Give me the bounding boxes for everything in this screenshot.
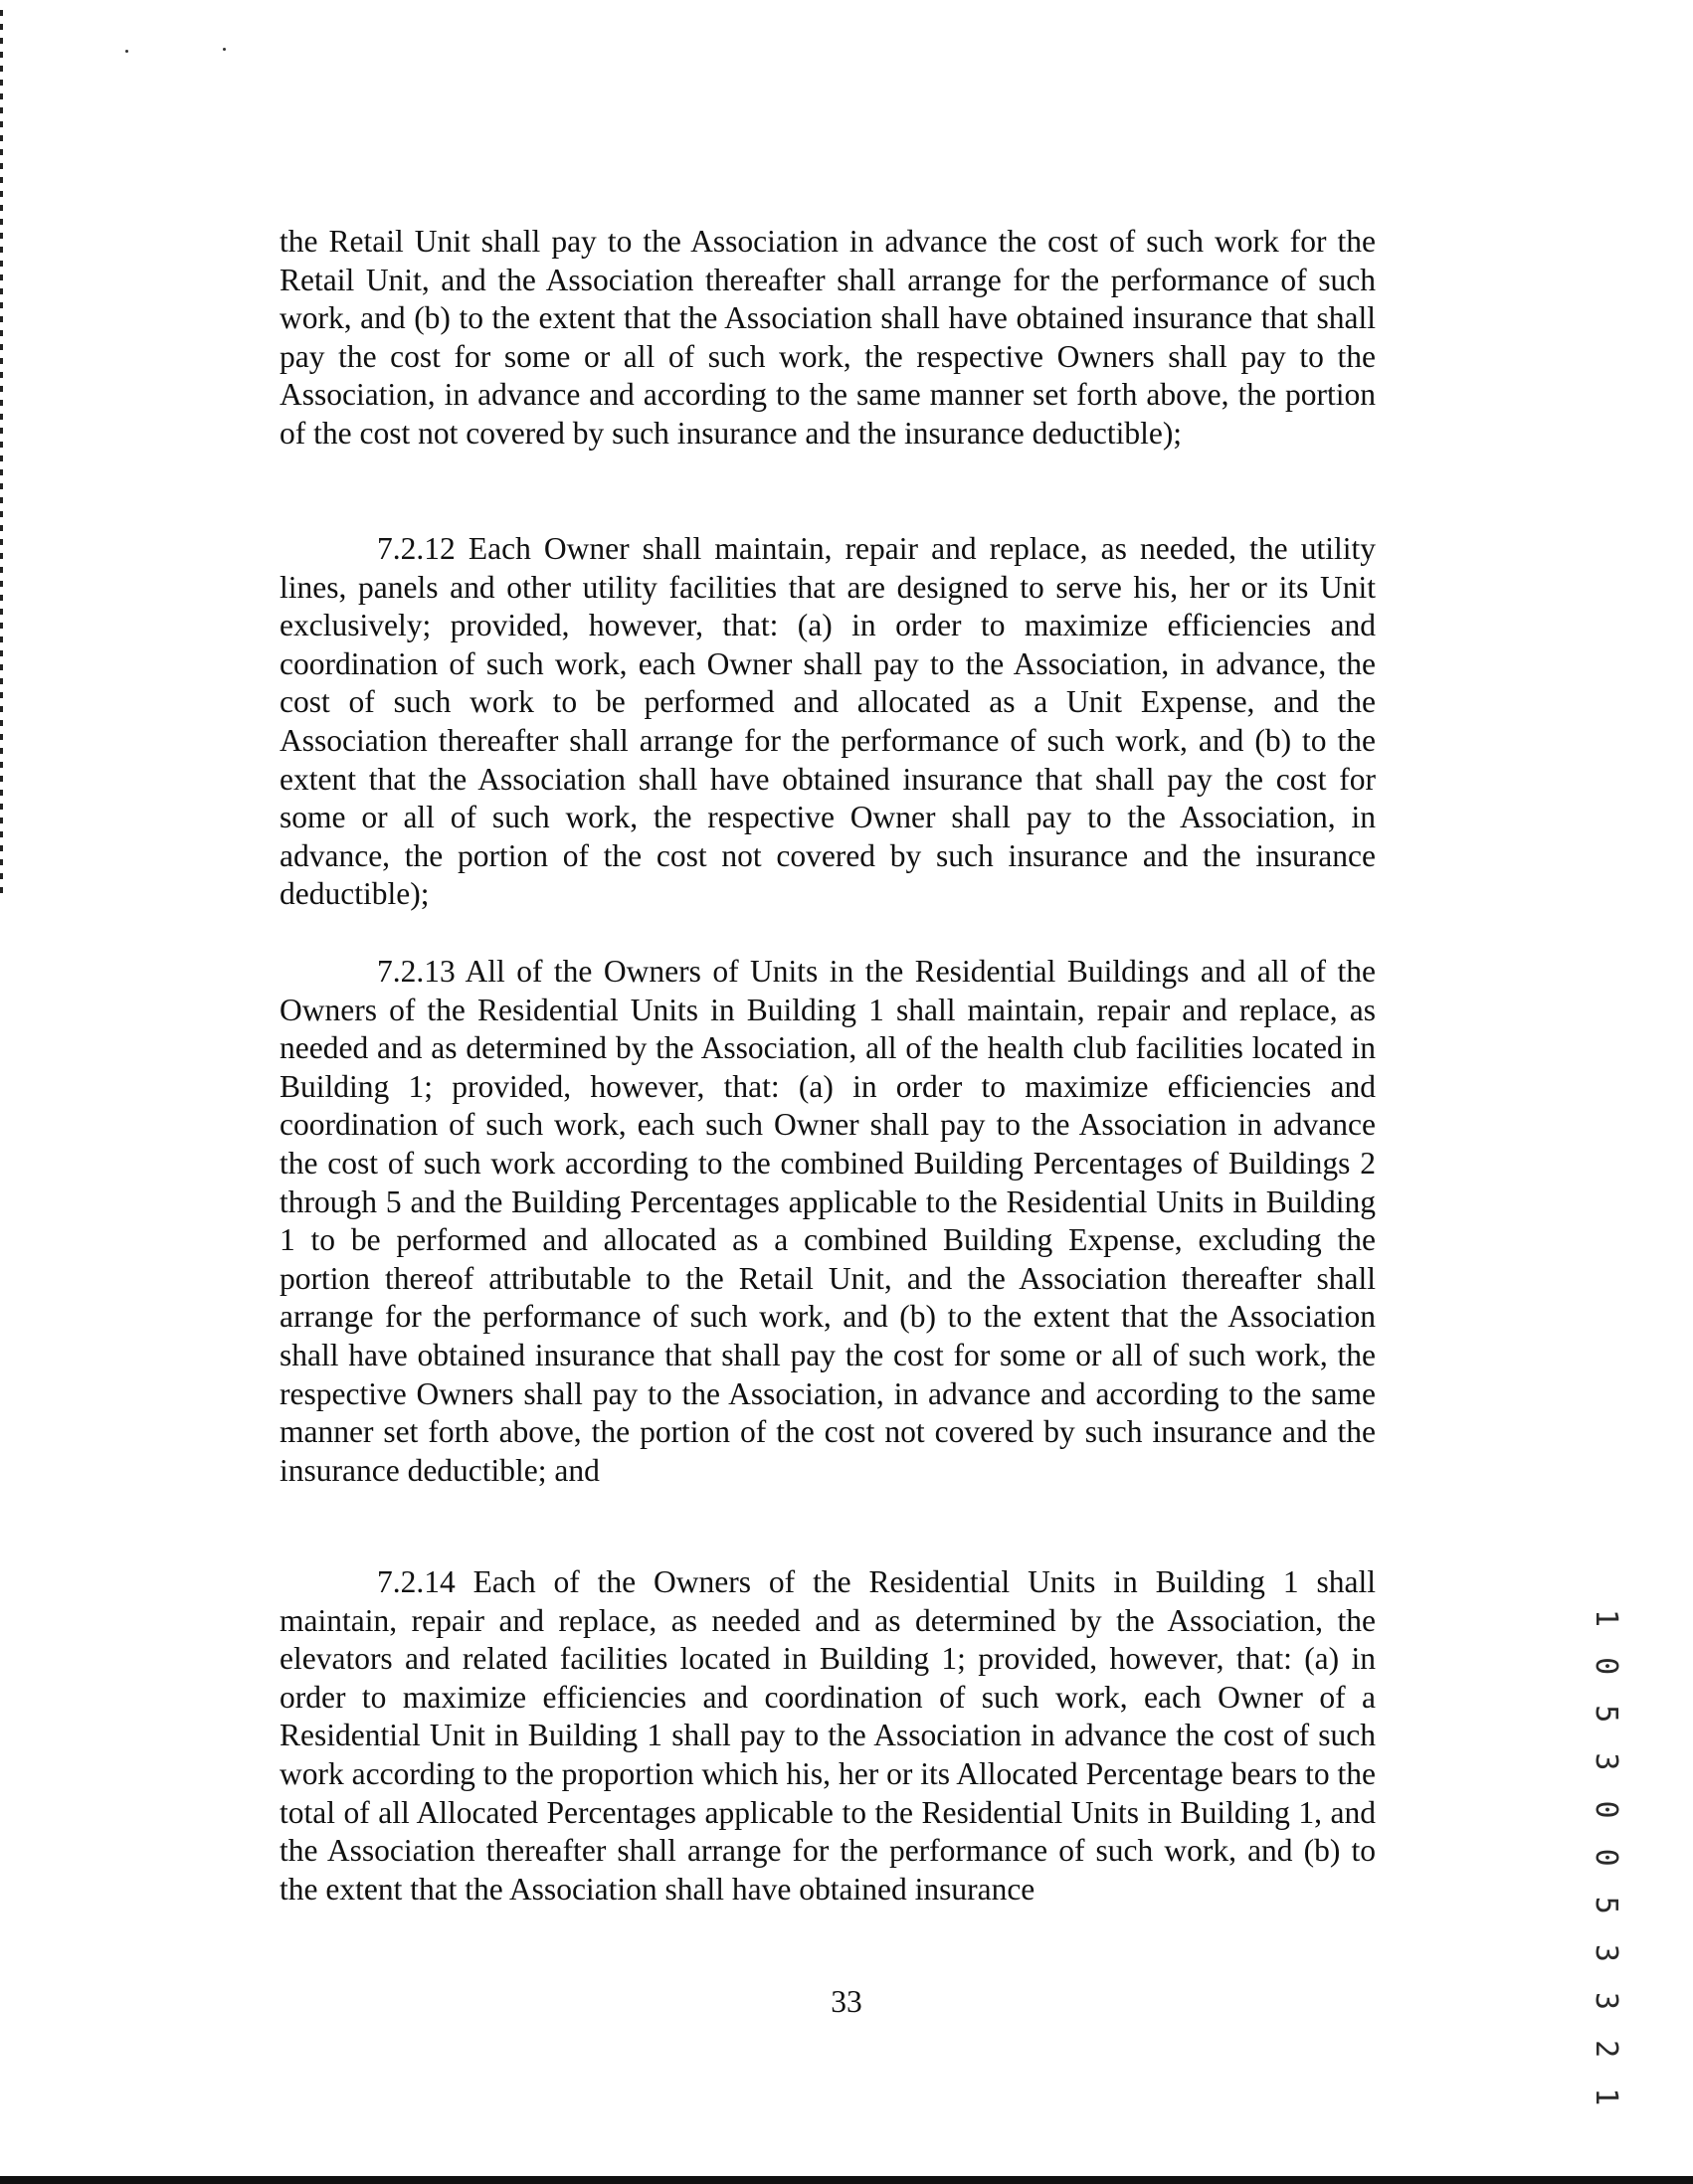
section-7-2-14 (280, 1563, 1376, 1909)
scan-speck (125, 50, 128, 53)
lead-paragraph-text: the Retail Unit shall pay to the Association in advance the cost of such work for the Retail Unit, and the Association thereafter shall arrange for the performance of such work, and (b) to the extent that the Association shall have obtained insurance that shall pay the cost for some or all of such work, the respective Owners shall pay to the Association, in advance and according to the same manner set forth above, the portion of the cost not covered by such insurance and the insurance deductible); (280, 224, 1376, 451)
scan-edge-artifact (0, 10, 3, 895)
section-text: 7.2.14 Each of the Owners of the Residential Units in Building 1 shall maintain, repair and replace, as needed and as determined by the Association, the elevators and related facilities located in Building 1; provided, however, that: (a) in order to maximize efficiencies and coordination of such work, each Owner of a Residential Unit in Building 1 shall pay to the Association in advance the cost of such work according to the proportion which his, her or its Allocated Percentage bears to the total of all Allocated Percentages applicable to the Residential Units in Building 1, and the Association thereafter shall arrange for the performance of such work, and (b) to the extent that the Association shall have obtained insurance (280, 1564, 1376, 1907)
section-7-2-13 (280, 953, 1376, 1490)
scan-speck (223, 48, 226, 51)
section-text: 7.2.12 Each Owner shall maintain, repair and replace, as needed, the utility lines, panels and other utility facilities that are designed to serve his, her or its Unit exclusively; provided, however, that: (a) in order to maximize efficiencies and coordination of such work, each Owner shall pay to the Association, in advance, the cost of such work to be performed and allocated as a Unit Expense, and the Association thereafter shall arrange for the performance of such work, and (b) to the extent that the Association shall have obtained insurance that shall pay the cost for some or all of such work, the respective Owner shall pay to the Association, in advance, the portion of the cost not covered by such insurance and the insurance deductible); (280, 531, 1376, 912)
scan-bottom-edge (0, 2176, 1693, 2184)
margin-stamp: 1 0 5 3 0 0 5 3 3 2 1 (1589, 1609, 1623, 2112)
section-7-2-12 (280, 530, 1376, 914)
page-number: 33 (831, 1984, 862, 2019)
section-text: 7.2.13 All of the Owners of Units in the Residential Buildings and all of the Owners of the Residential Units in Building 1 shall maintain, repair and replace, as needed and as determined by the Association, all of the health club facilities located in Building 1; provided, however, that: (a) in order to maximize efficiencies and coordination of such work, each such Owner shall pay to the Association in advance the cost of such work according to the combined Building Percentages of Buildings 2 through 5 and the Building Percentages applicable to the Residential Units in Building 1 to be performed and allocated as a combined Building Expense, excluding the portion thereof attributable to the Retail Unit, and the Association thereafter shall arrange for the performance of such work, and (b) to the extent that the Association shall have obtained insurance that shall pay the cost for some or all of such work, the respective Owners shall pay to the Association, in advance and according to the same manner set forth above, the portion of the cost not covered by such insurance and the insurance deductible; and (280, 954, 1376, 1488)
lead-paragraph (280, 223, 1376, 454)
